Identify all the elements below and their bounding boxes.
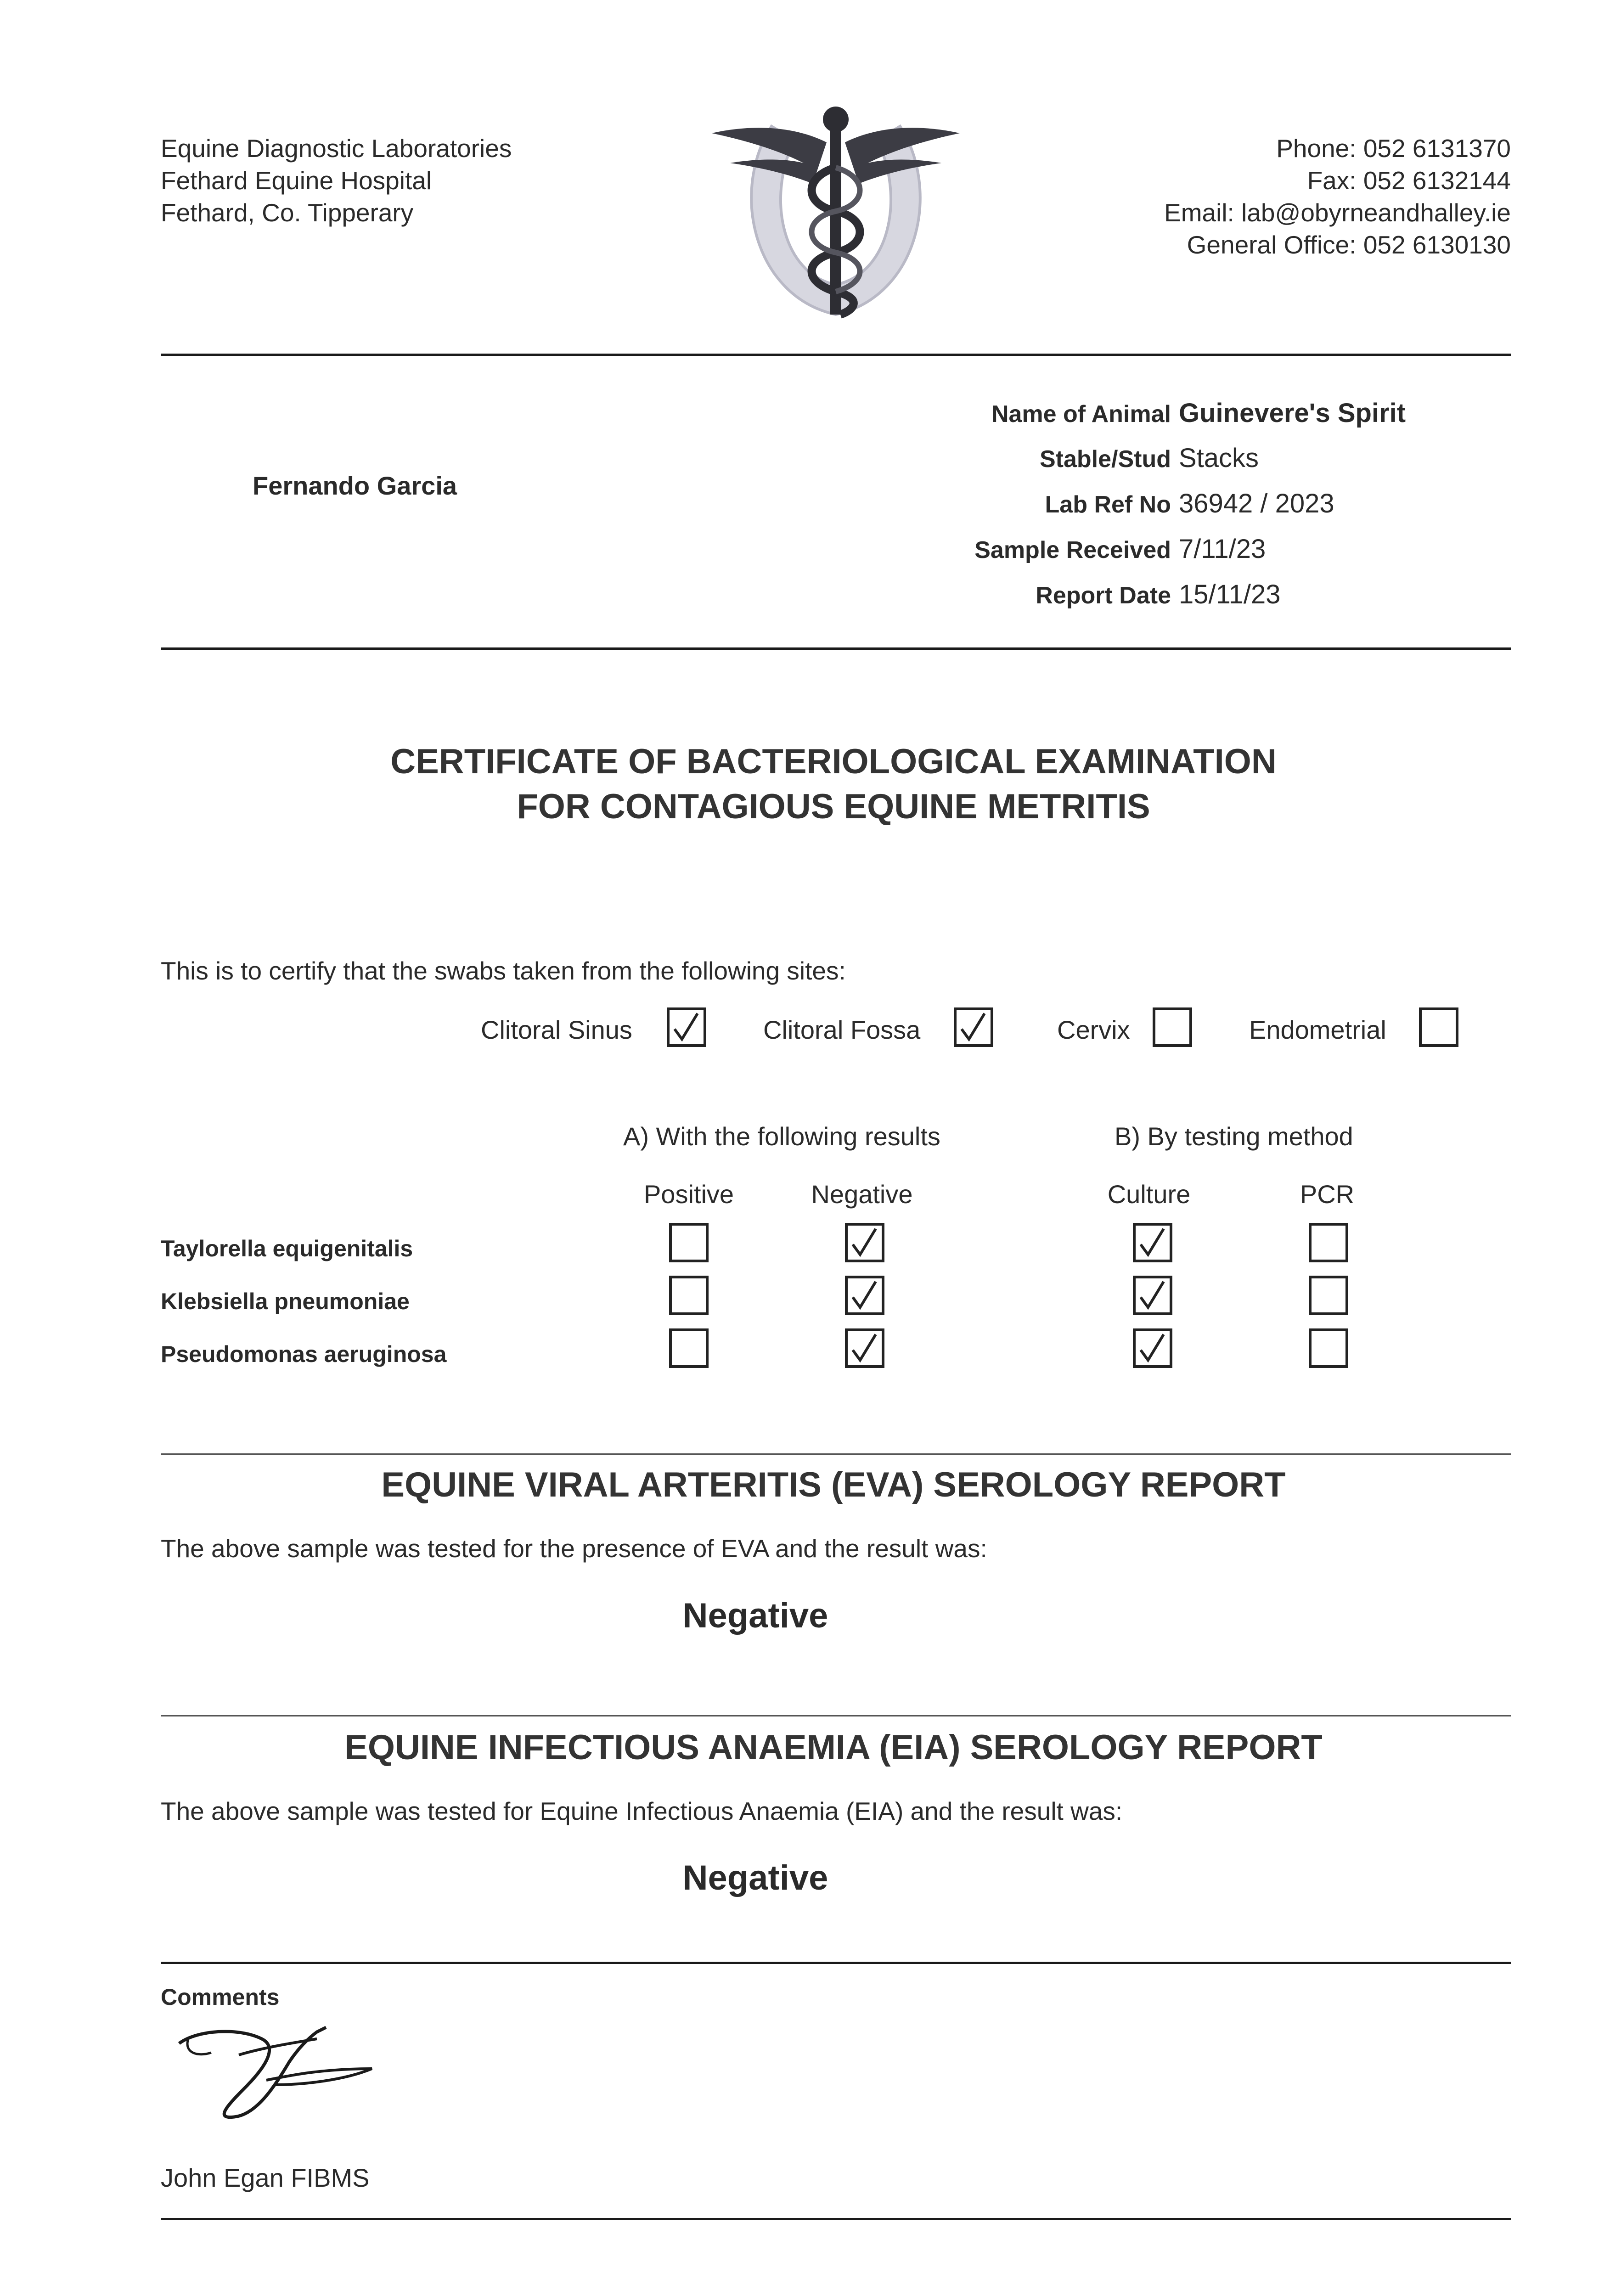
checkmark-icon: [1138, 1280, 1167, 1311]
negative-checkbox: [845, 1328, 884, 1368]
organism-name: Pseudomonas aeruginosa: [161, 1341, 447, 1367]
field-value-received: 7/11/23: [1179, 534, 1266, 564]
lab-general-office: General Office: 052 6130130: [1187, 231, 1511, 259]
checkmark-icon: [850, 1280, 879, 1311]
eva-text: The above sample was tested for the presence of EVA and the result was:: [161, 1534, 987, 1563]
organism-name: Taylorella equigenitalis: [161, 1236, 413, 1261]
cem-title-line2: FOR CONTAGIOUS EQUINE METRITIS: [517, 787, 1150, 826]
lab-address: [161, 132, 512, 229]
field-value-reportdate: 15/11/23: [1179, 580, 1281, 609]
negative-checkbox: [845, 1276, 884, 1315]
lab-location: Fethard, Co. Tipperary: [161, 198, 414, 227]
cem-title-line1: CERTIFICATE OF BACTERIOLOGICAL EXAMINATION: [390, 742, 1277, 781]
field-value-animal: Guinevere's Spirit: [1179, 398, 1406, 428]
method-heading: B) By testing method: [1115, 1122, 1353, 1151]
pcr-checkbox: [1309, 1276, 1348, 1315]
eia-result: Negative: [682, 1858, 828, 1897]
signature-icon: [170, 2011, 400, 2131]
divider: [161, 1962, 1511, 1964]
site-checkbox-endometrial: [1419, 1007, 1458, 1047]
positive-checkbox: [669, 1276, 709, 1315]
culture-checkbox: [1133, 1223, 1172, 1262]
divider: [161, 354, 1511, 356]
field-value-labref: 36942 / 2023: [1179, 489, 1334, 518]
lab-fax: Fax: 052 6132144: [1307, 166, 1511, 195]
eva-title: EQUINE VIRAL ARTERITIS (EVA) SEROLOGY REPORT: [381, 1465, 1286, 1504]
divider: [161, 1715, 1511, 1716]
field-label-labref: Lab Ref No: [1045, 491, 1171, 518]
positive-checkbox: [669, 1328, 709, 1368]
checkmark-icon: [850, 1333, 879, 1364]
lab-hospital: Fethard Equine Hospital: [161, 166, 432, 195]
site-label: Cervix: [1057, 1015, 1130, 1044]
site-checkbox-clitoral-sinus: [667, 1007, 706, 1047]
lab-phone: Phone: 052 6131370: [1276, 134, 1511, 163]
positive-checkbox: [669, 1223, 709, 1262]
signatory-name: John Egan FIBMS: [161, 2163, 370, 2192]
culture-checkbox: [1133, 1276, 1172, 1315]
site-label: Clitoral Fossa: [763, 1015, 921, 1044]
checkmark-icon: [959, 1012, 988, 1043]
divider: [161, 647, 1511, 650]
organism-name: Klebsiella pneumoniae: [161, 1289, 410, 1314]
col-culture: Culture: [1107, 1180, 1191, 1209]
cem-intro: This is to certify that the swabs taken from the following sites:: [161, 957, 846, 985]
divider: [161, 1453, 1511, 1455]
field-label-reportdate: Report Date: [1036, 582, 1171, 609]
checkmark-icon: [850, 1227, 879, 1258]
eia-text: The above sample was tested for Equine Infectious Anaemia (EIA) and the result was:: [161, 1797, 1123, 1825]
site-checkbox-clitoral-fossa: [954, 1007, 993, 1047]
pcr-checkbox: [1309, 1328, 1348, 1368]
checkmark-icon: [1138, 1227, 1167, 1258]
eva-result: Negative: [682, 1596, 828, 1635]
divider: [161, 2218, 1511, 2220]
comments-label: Comments: [161, 1984, 280, 2010]
lab-name: Equine Diagnostic Laboratories: [161, 134, 512, 163]
negative-checkbox: [845, 1223, 884, 1262]
results-heading: A) With the following results: [623, 1122, 940, 1151]
culture-checkbox: [1133, 1328, 1172, 1368]
site-checkbox-cervix: [1153, 1007, 1192, 1047]
caduceus-logo-icon: [703, 99, 969, 328]
pcr-checkbox: [1309, 1223, 1348, 1262]
eia-title: EQUINE INFECTIOUS ANAEMIA (EIA) SEROLOGY REPORT: [344, 1728, 1323, 1767]
col-positive: Positive: [643, 1180, 734, 1209]
site-label: Endometrial: [1249, 1015, 1386, 1044]
site-label: Clitoral Sinus: [481, 1015, 632, 1044]
field-label-received: Sample Received: [974, 537, 1171, 563]
lab-contact: [964, 132, 1511, 261]
client-name: Fernando Garcia: [253, 471, 457, 500]
checkmark-icon: [1138, 1333, 1167, 1364]
col-pcr: PCR: [1300, 1180, 1355, 1209]
field-value-stable: Stacks: [1179, 443, 1259, 473]
field-label-stable: Stable/Stud: [1039, 446, 1171, 473]
col-negative: Negative: [811, 1180, 913, 1209]
lab-email: Email: lab@obyrneandhalley.ie: [1164, 198, 1511, 227]
field-label-animal: Name of Animal: [991, 401, 1171, 428]
checkmark-icon: [672, 1012, 701, 1043]
